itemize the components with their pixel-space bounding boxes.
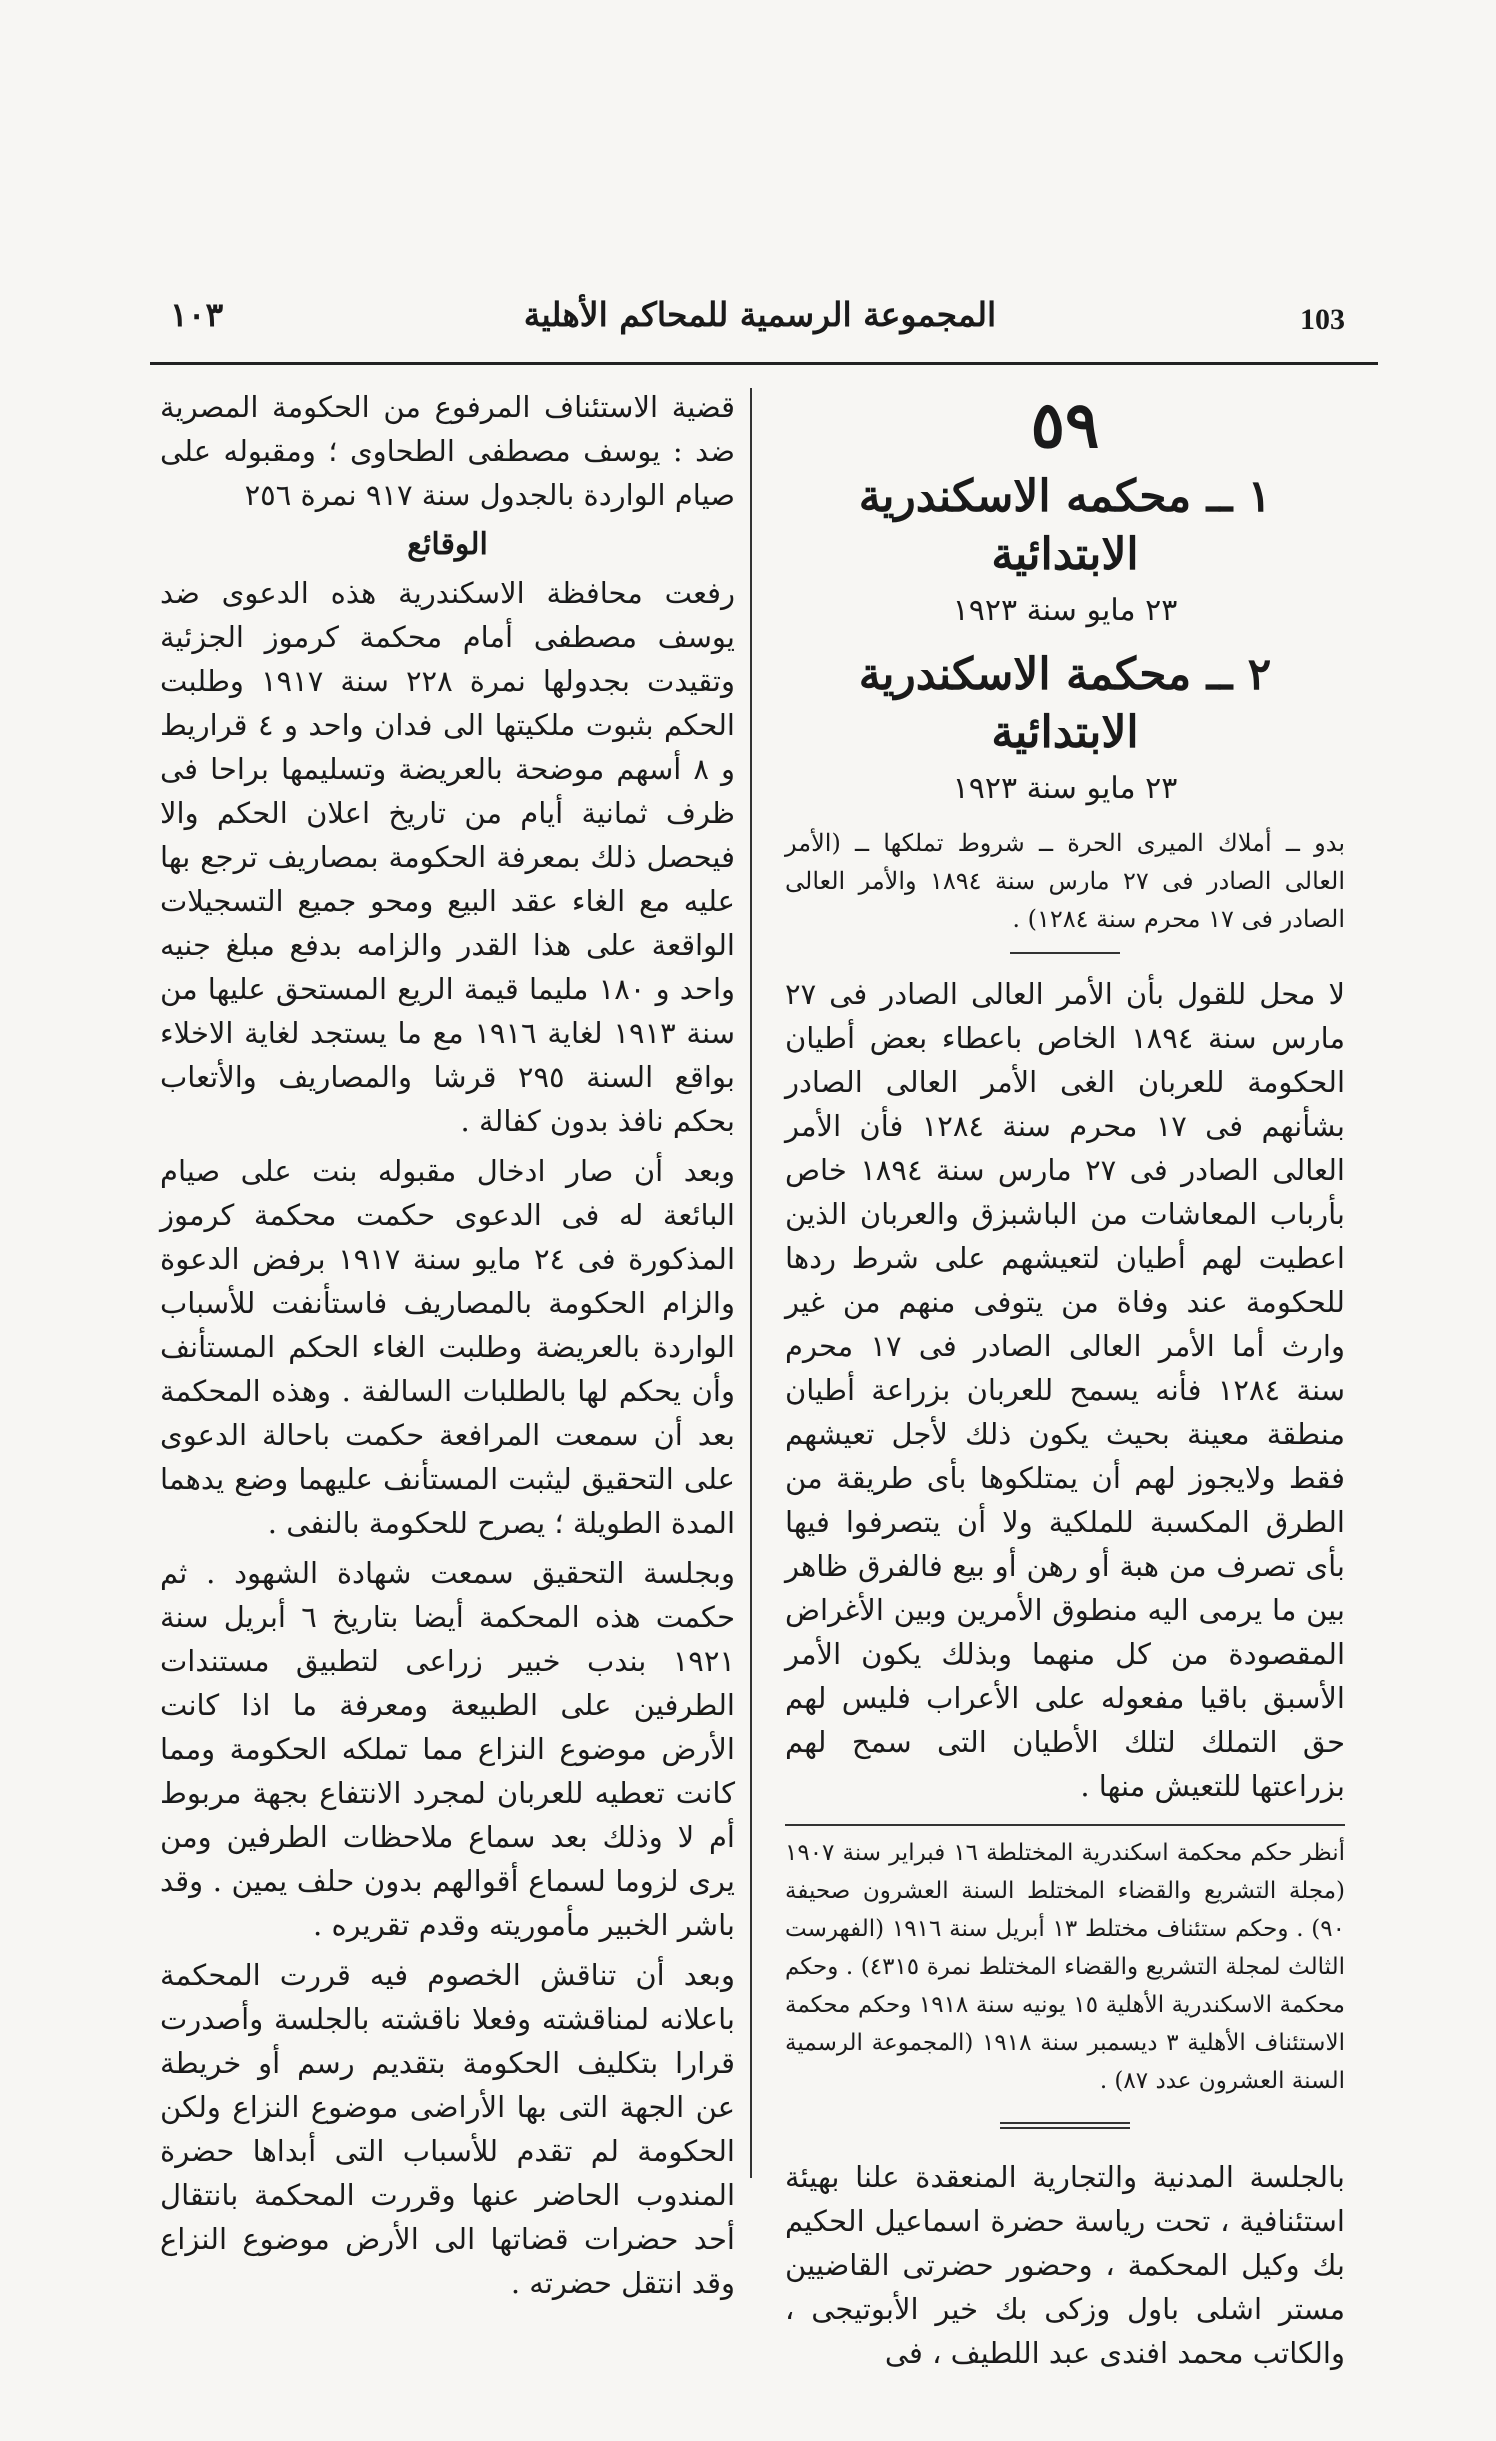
case-number: ٥٩ bbox=[1030, 388, 1100, 463]
case-summary: بدو ــ أملاك الميرى الحرة ــ شروط تملكها ــ (الأمر العالى الصادر فى ٢٧ مارس سنة ١٨٩٤ والأمر العالى الصادر فى ١٧ محرم سنة ١٢٨٤) . bbox=[785, 829, 1345, 933]
judgment-date-2: ٢٣ مايو سنة ١٩٢٣ bbox=[952, 771, 1178, 806]
facts-paragraph-3: وبجلسة التحقيق سمعت شهادة الشهود . ثم حكمت هذه المحكمة أيضا بتاريخ ٦ أبريل سنة ١٩٢١ بندب خبير زراعى لتطبيق مستندات الطرفين على الطبيعة ومعرفة ما اذا كانت الأرض موضوع النزاع مما تملكه الحكومة ومما كانت تعطيه للعربان لمجرد الانتفاع بجهة مربوط أم لا وذلك بعد سماع ملاحظات الطرفين ومن يرى لزوما لسماع أقوالهم بدون حلف يمين . وقد باشر الخبير مأموريته وقدم تقريره . bbox=[160, 1556, 735, 1942]
judgment-date-1: ٢٣ مايو سنة ١٩٢٣ bbox=[952, 593, 1178, 628]
left-column bbox=[160, 385, 735, 2311]
page-number-arabic: ١٠٣ bbox=[170, 295, 224, 334]
footnote: أنظر حكم محكمة اسكندرية المختلطة ١٦ فبراير سنة ١٩٠٧ (مجلة التشريع والقضاء المختلط السنة العشرون صحيفة ٩٠) . وحكم ستئناف مختلط ١٣ أبريل سنة ١٩١٦ (الفهرست الثالث لمجلة التشريع والقضاء المختلط نمرة ٤٣١٥) . وحكم محكمة الاسكندرية الأهلية ١٥ يونيه سنة ١٩١٨ وحكم محكمة الاستئناف الأهلية ٣ ديسمبر سنة ١٩١٨ (المجموعة الرسمية السنة العشرون عدد ٨٧) . bbox=[785, 1840, 1345, 2094]
legal-principle: لا محل للقول بأن الأمر العالى الصادر فى ٢٧ مارس سنة ١٨٩٤ الخاص باعطاء بعض أطيان الحكومة للعربان الغى الأمر العالى الصادر بشأنهم فى ١٧ محرم سنة ١٢٨٤ فأن الأمر العالى الصادر فى ٢٧ مارس سنة ١٨٩٤ خاص بأرباب المعاشات من الباشبزق والعربان الذين اعطيت لهم أطيان لتعيشهم على شرط ردها للحكومة عند وفاة من يتوفى منهم من غير وارث أما الأمر العالى الصادر فى ١٧ محرم سنة ١٢٨٤ فأنه يسمح للعربان بزراعة أطيان منطقة معينة بحيث يكون ذلك لأجل تعيشهم فقط ولايجوز لهم أن يمتلكوها بأى طريقة من الطرق المكسبة للملكية ولا أن يتصرفوا فيها بأى تصرف من هبة أو رهن أو بيع فالفرق ظاهر بين ما يرمى اليه منطوق الأمرين وبين الأغراض المقصودة من كل منهما وبذلك يكون الأمر الأسبق باقيا مفعوله على الأعراب فليس لهم حق التملك لتلك الأطيان التى سمح لهم بزراعتها للتعيش منها . bbox=[785, 977, 1346, 1803]
journal-title: المجموعة الرسمية للمحاكم الأهلية bbox=[523, 295, 997, 334]
court-heading-1: ١ ــ محكمه الاسكندرية الابتدائية bbox=[858, 471, 1272, 580]
page-header bbox=[150, 295, 1380, 355]
footnote-rule bbox=[785, 1824, 1345, 1826]
header-rule bbox=[150, 362, 1378, 365]
facts-paragraph-4: وبعد أن تناقش الخصوم فيه قررت المحكمة باعلانه لمناقشته وفعلا ناقشته بالجلسة وأصدرت قرارا بتكليف الحكومة بتقديم رسم أو خريطة عن الجهة التى بها الأراضى موضوع النزاع ولكن الحكومة لم تقدم للأسباب التى أبداها حضرة المندوب الحاضر عنها وقررت المحكمة بانتقال أحد حضرات قضاتها الى الأرض موضوع النزاع وقد انتقل حضرته . bbox=[160, 1958, 735, 2300]
right-column bbox=[785, 390, 1345, 2381]
summary-rule bbox=[1010, 952, 1120, 954]
section-double-rule bbox=[1000, 2122, 1130, 2129]
facts-paragraph-2: وبعد أن صار ادخال مقبوله بنت على صيام البائعة له فى الدعوى حكمت محكمة كرموز المذكورة فى ٢٤ مايو سنة ١٩١٧ برفض الدعوة والزام الحكومة بالمصاريف فاستأنفت للأسباب الواردة بالعريضة وطلبت الغاء الحكم المستأنف وأن يحكم لها بالطلبات السالفة . وهذه المحكمة بعد أن سمعت المرافعة حكمت باحالة الدعوى على التحقيق ليثبت المستأنف عليهما وضع يدهما المدة الطويلة ؛ يصرح للحكومة بالنفى . bbox=[160, 1154, 736, 1540]
page-number-latin: 103 bbox=[1300, 303, 1345, 336]
facts-heading: الوقائع bbox=[407, 527, 488, 562]
column-divider bbox=[750, 388, 752, 2178]
case-title: قضية الاستئناف المرفوع من الحكومة المصرية ضد : يوسف مصطفى الطحاوى ؛ ومقبوله على صيام الواردة بالجدول سنة ٩١٧ نمرة ٢٥٦ bbox=[160, 390, 735, 512]
court-heading-2: ٢ ــ محكمة الاسكندرية الابتدائية bbox=[858, 649, 1272, 758]
facts-paragraph-1: رفعت محافظة الاسكندرية هذه الدعوى ضد يوسف مصطفى أمام محكمة كرموز الجزئية وتقيدت بجدولها نمرة ٢٢٨ سنة ١٩١٧ وطلبت الحكم بثبوت ملكيتها الى فدان واحد و ٤ قراريط و ٨ أسهم موضحة بالعريضة وتسليمها براحا فى ظرف ثمانية أيام من تاريخ اعلان الحكم والا فيحصل ذلك بمعرفة الحكومة بمصاريف ترجع بها عليه مع الغاء عقد البيع ومحو جميع التسجيلات الواقعة على هذا القدر والزامه بدفع مبلغ جنيه واحد و ١٨٠ مليما قيمة الريع المستحق عليها من سنة ١٩١٣ لغاية ١٩١٦ مع ما يستجد لغاية الاخلاء بواقع السنة ٢٩٥ قرشا والمصاريف والأتعاب بحكم نافذ بدون كفالة . bbox=[160, 576, 736, 1138]
session-paragraph: بالجلسة المدنية والتجارية المنعقدة علنا بهيئة استئنافية ، تحت رياسة حضرة اسماعيل الحكيم بك وكيل المحكمة ، وحضور حضرتى القاضيين مستر اشلى باول وزكى بك خير الأبوتيجى ، والكاتب محمد افندى عبد اللطيف ، فى bbox=[785, 2160, 1345, 2370]
